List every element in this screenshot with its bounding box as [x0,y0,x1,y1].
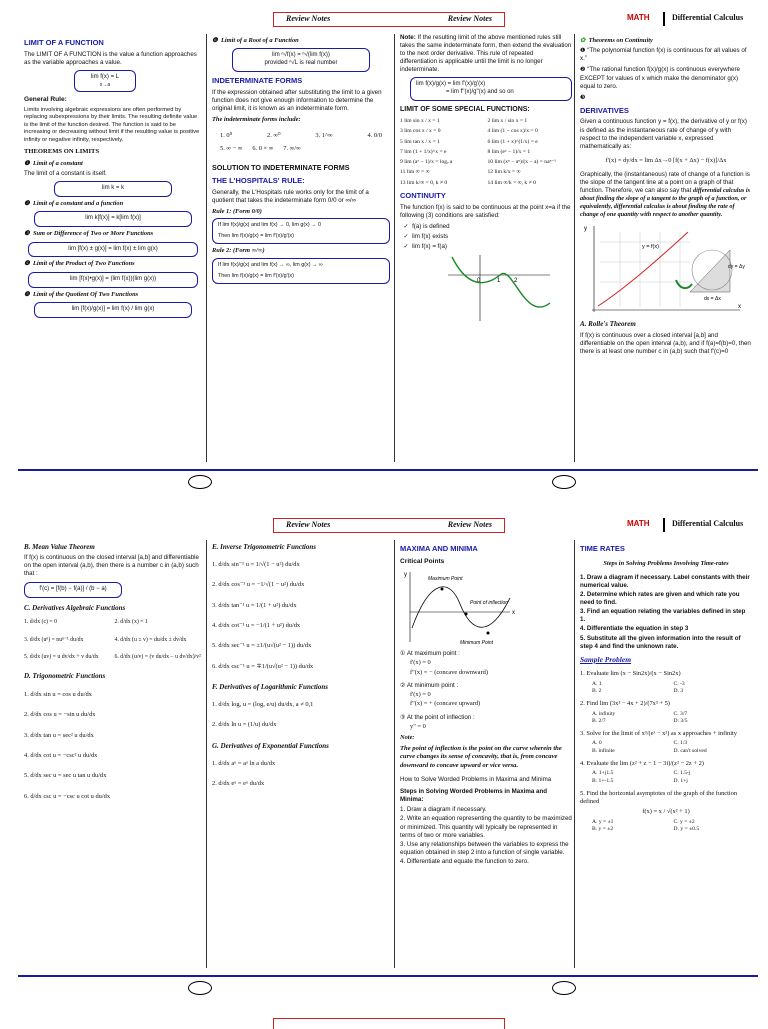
page-2 [18,516,758,994]
footer-oval [188,475,212,489]
step-item: 1. Draw a diagram if necessary. [400,806,487,814]
option: C. -3 [673,680,685,687]
continuity-condition: ✓ lim f(x) exists [400,232,449,240]
section-title: LIMIT OF A FUNCTION [24,38,104,47]
review-notes-left: Review Notes [286,520,331,529]
inflection-note: The point of inflection is the point on the curve wherein the curve changes its sense of concavity, that is, from concave downward to concave upward or vice versa. [400,744,562,769]
derivative-formula: f'(x) = dy/dx = lim Δx→0 [f(x + Δx) − f(x)]/Δx [605,156,727,164]
footer-line [18,975,758,977]
derivative-rule: 6. d/dx (u/v) = (v du/dx − u dv/dx)/v² [114,654,201,661]
column-separator [574,540,575,968]
option: D. y = ±0.5 [673,826,700,833]
curve [412,587,510,628]
continuity-condition: ✓ f(a) is defined [400,222,450,230]
derivative-rule: 6. d/dx csc u = −csc u cot u du/dx [24,792,111,800]
special-limit: 8 lim (eˣ − 1)/x = 1 [487,148,531,155]
condition-line: f'(x) = 0 [410,659,431,667]
column-separator [394,34,395,462]
indeterminate-list-title: The indeterminate forms include: [212,115,301,123]
formula-box: lim [f(x)•g(x)] = (lim f(x))(lim g(x)) [28,272,198,288]
derivative-rule: 1. d/dx sin u = cos u du/dx [24,690,92,698]
theorems-title: THEOREMS ON LIMITS [24,148,100,156]
question: 3. Solve for the limit of x³/(eˣ − x²) as x approaches + infinity [580,730,737,738]
theorem-text: ❷ “The rational function f(x)/g(x) is continuous everywhere EXCEPT for values of x which make the denominator g(x) equal to zero. [580,66,740,90]
page-1 [18,10,758,488]
special-limit: 7 lim (1 + 1/x)^x = e [400,148,447,155]
form-item: 7. ∞/∞ [283,144,301,152]
p2-column-2 [212,540,390,968]
continuity-text: The function f(x) is said to be continuous at the point x=a if the following (3) conditions are satisfied: [400,203,571,219]
exp-title: G. Derivatives of Exponential Functions [212,741,329,750]
derivatives-title: DERIVATIVES [580,105,629,115]
option: A. 1+j1.5 [592,770,614,777]
continuity-theorems-title: ✿ Theorems on Continuity [580,37,653,44]
question: 4. Evaluate the lim (z² + z − 1 − 3i)/(z² − 2z + 2) [580,759,704,767]
note-lead: Note: [400,734,415,742]
rule-line: Then lim f(x)/g(x) = lim f'(x)/g'(x) [218,233,294,240]
inflection-condition-head: ③ At the point of inflection : [400,713,475,721]
special-limit: 2 lim x / sin x = 1 [487,118,528,124]
theorem-title: ❺ Limit of the Quotient Of Two Functions [24,290,139,298]
answer-options [592,770,752,785]
derivative-rule: 2. d/dx (x) = 1 [114,619,148,626]
p1-column-3 [400,34,572,462]
critical-points-title: Critical Points [400,557,445,565]
header-divider [663,518,665,532]
special-limit: 6 lim (1 + x)^(1/x) = e [487,138,538,145]
indeterminate-text: If the expression obtained after substituting the limit to a given function does not give enough information to determine the original limit, it is known as an indeterminate form. [212,88,382,112]
form-item: 4. 0/0 [367,132,382,140]
fig-label: Point of inflection [470,600,509,607]
special-limit: 13 lim k/∞ = 0, k ≠ 0 [400,179,448,186]
steps-title: Steps in Solving Worded Problems in Maxima and Minima: [400,788,548,804]
fig-label: Minimum Point [460,640,494,647]
mvt-formula-box: f'(c) = [f(b) − f(a)] / (b − a) [24,582,122,598]
p2-column-3 [400,540,572,968]
option: A. 0 [592,740,602,747]
algebraic-grid [24,619,202,662]
special-limit: 5 lim tan x / x = 1 [400,138,440,145]
form-item: 1. 0⁰ [220,132,233,140]
footer-oval [552,981,576,995]
axis-tick: 2 [514,277,518,284]
solution-title: SOLUTION TO INDETERMINATE FORMS [212,162,350,172]
footer-oval [188,981,212,995]
derivative-rule: 1. d/dx aᵘ = aᵘ ln a du/dx [212,759,276,767]
question-formula: f(x) = x / √(x² + 1) [642,808,690,816]
option: B. 2/7 [592,717,606,724]
form-item: 2. ∞⁰ [267,132,281,140]
rule-1-title: Rule 1: (Form 0/0) [212,208,262,216]
p1-column-1 [24,34,202,462]
step-item: 4. Differentiate the equation in step 3 [580,625,689,633]
form-item: 3. 1^∞ [315,132,333,140]
repeat-rule-box [410,77,572,101]
rule-line: Then lim f(x)/g(x) = lim f'(x)/g'(x) [218,272,294,279]
option: B. y = ±2 [592,826,614,833]
formula-sub: x→a [99,81,111,88]
option: D. can't solved [673,747,707,754]
formula-box: lim [f(x) ± g(x)] = lim f(x) ± lim g(x) [28,242,198,258]
how-to-text: How to Solve Worded Problems in Maxima and Minima [400,776,552,784]
special-limit: 9 lim (aˣ − 1)/x = logₑ a [400,159,453,166]
derivative-rule: 5. d/dx sec u = sec u tan u du/dx [24,772,107,780]
derivative-rule: 5. d/dx sec⁻¹ u = ±1/(u√(u² − 1)) du/dx [212,642,312,650]
indeterminate-title: INDETERMINATE FORMS [212,75,303,85]
mvt-text: If f(x) is continuous on the closed interval [a,b] and differentiable on the open interval (a,b), then there is a number c in (a,b) such that : [24,554,199,578]
fig-label: dx = Δx [704,296,721,303]
theorem-title: ❻ Limit of a Root of a Function [212,37,299,44]
step-item: 3. Find an equation relating the variables defined in step 1. [580,608,746,624]
p2-column-1 [24,540,202,968]
review-notes-right: Review Notes [447,520,492,529]
option: D. 3 [673,687,684,694]
column-separator [206,540,207,968]
fig-label: y [584,226,587,233]
p1-column-2 [212,34,390,462]
review-notes-left: Review Notes [286,14,331,23]
option: C. y = ±2 [673,818,695,825]
formula-box: lim k[f(x)] = k[lim f(x)] [34,211,192,227]
critical-points-figure [400,568,572,646]
derivative-rule: 2. d/dx ln u = (1/u) du/dx [212,721,277,729]
column-separator [574,34,575,462]
root-formula-box [232,48,370,72]
trig-title: D. Trigonometric Functions [24,671,106,680]
continuity-graph [400,253,572,323]
general-rule-title: General Rule: [24,96,67,104]
time-rates-steps-title: Steps in Solving Problems Involving Time-rates [603,559,729,567]
tangent-figure [580,222,752,314]
step-item: 4. Differentiate and equate the function to zero. [400,857,529,865]
option: B. 2 [592,687,602,694]
special-limit: 4 lim (1 − cos x)/x = 0 [487,128,538,135]
intro-text: The LIMIT OF A FUNCTION is the value a function approaches as the variable approaches a value. [24,50,197,66]
question: 2. Find lim (3x³ − 4x + 2)/(7x³ + 5) [580,700,670,708]
option: D. 1+j [673,777,688,784]
theorem-title: ❶ Limit of a constant [24,159,83,167]
continuity-title: CONTINUITY [400,190,446,200]
fig-label: Maximum Point [428,576,463,583]
maximum-point [441,588,444,591]
max-condition-head: ① At maximum point : [400,650,460,658]
option: D. 3/5 [673,717,688,724]
derivative-rule: 3. d/dx (uⁿ) = nuⁿ⁻¹ du/dx [24,636,84,643]
continuous-curve [452,257,550,307]
condition-line: f'(x) = 0 [410,691,431,699]
formula-box: lim k = k [54,181,172,197]
step-item: 2. Write an equation representing the quantity to be maximized or minimized. This quantity will typically be represented in terms of two or more variables. [400,815,572,839]
derivative-rule: 4. d/dx cot u = −csc² u du/dx [24,751,98,759]
review-notes-box [273,518,505,533]
topic-label: Differential Calculus [672,13,744,22]
header-divider [663,12,665,26]
algebraic-title: C. Derivatives Algebraic Functions [24,604,126,613]
axis-tick: 0 [477,277,481,284]
subject-label: MATH [627,13,650,22]
sample-problem-title: Sample Problem [580,654,632,664]
condition-line: f"(x) = + (concave upward) [410,700,481,708]
derivative-rule: 2. d/dx cos⁻¹ u = −1/√(1 − u²) du/dx [212,581,305,589]
derivative-rule: 2. d/dx eᵘ = eᵘ du/dx [212,780,265,788]
rolle-title: A. Rolle's Theorem [580,320,636,329]
derivative-rule: 2. d/dx cos u = −sin u du/dx [24,711,96,719]
step-item: 1. Draw a diagram if necessary. Label constants with their numerical value. [580,574,750,590]
fig-label: x [738,304,741,311]
step-item: 3. Use any relationships between the variables to express the equation obtained in step 2 into a function of single variable. [400,840,569,856]
topic-label: Differential Calculus [672,519,744,528]
special-limit: 10 lim (xⁿ − aⁿ)/(x − a) = naⁿ⁻¹ [487,159,556,166]
option: A. 1 [592,680,602,687]
option: B. 1+-1.5 [592,777,614,784]
answer-options [592,711,752,726]
review-notes-right: Review Notes [447,14,492,23]
formula: lim f(x) = L [90,73,120,80]
rule-1-box [212,218,390,244]
form-item: 5. ∞ − ∞ [220,144,243,152]
continuity-condition: ✓ lim f(x) = f(a) [400,242,447,250]
column-separator [394,540,395,968]
derivative-rule: 4. d/dx (u ± v) = du/dx ± dv/dx [114,636,187,643]
special-limits-grid [400,118,572,187]
derivative-rule: 5. d/dx (uv) = u dv/dx + v du/dx [24,654,99,661]
formula-condition: provided ⁿ√L is real number [264,60,338,67]
graphical-text: Graphically, the (instantaneous) rate of change of a function is the slope of the tangent line at a point on a graph of that function. Therefore, we can also say that differential calculus is about finding the slope of a tangent to the graph of a function, or equivalently, differential calculus is about finding the rate of change of one quantity with respect to another quantity. [580,171,750,219]
option: A. y = ±1 [592,818,614,825]
inflection-point [465,613,468,616]
lhospital-title: THE L'HOSPITALS' RULE: [212,176,305,186]
theorem-title: ❸ Sum or Difference of Two or More Functions [24,230,154,238]
option: C. 3/7 [673,710,688,717]
theorem-title: ❹ Limit of the Product of Two Functions [24,260,135,268]
forms-row-2 [220,145,382,153]
rule-line: If lim f(x)/g(x) and lim f(x) → ∞, lim g(x) → ∞ [218,261,323,268]
answer-options [592,681,752,696]
special-limit: 3 lim cos x / x = 0 [400,128,441,135]
formula: lim ⁿ√f(x) = ⁿ√(lim f(x)) [272,52,330,59]
review-notes-box [273,12,505,27]
subject-label: MATH [627,519,650,528]
theorem-text: ❶ “The polynomial function f(x) is continuous for all values of x.” [580,47,747,63]
derivative-rule: 4. d/dx cot⁻¹ u = −1/(1 + u²) du/dx [212,622,301,630]
p2-column-4 [580,540,752,968]
theorem-title: ❷ Limit of a constant and a function [24,200,124,208]
lhospital-text: Generally, the L'Hospitals rule works only for the limit of a quotient that takes the indeterminate form 0/0 or ∞/∞ [212,188,369,205]
rule-2-box [212,258,390,284]
mvt-title: B. Mean Value Theorem [24,543,95,551]
condition-line: y" = 0 [410,722,426,730]
maxima-title: MAXIMA AND MINIMA [400,544,478,553]
fig-label: y [404,572,407,579]
form-item: 6. 0 × ∞ [252,144,274,152]
rolle-text: If f(x) is continuous over a closed interval [a,b] and differentiable on the open interval (a,b), and if f(a)=f(b)=0, then there is at least one number c in (a,b) such that f'(c)=0 [580,331,751,355]
note-text: Note: If the resulting limit of the above mentioned rules still takes the same indeterminate form, then extend the evaluation to the next order derivative. This rule of repeated differentiation is applicable until the limit is no longer indeterminate. [400,34,572,74]
derivative-rule: 6. d/dx csc⁻¹ u = ∓1/(u√(u² − 1)) du/dx [212,662,314,670]
option: C. 1/3 [673,740,688,747]
inverse-trig-title: E. Inverse Trigonometric Functions [212,543,316,551]
special-limit: 14 lim ∞/k = ∞, k ≠ 0 [487,179,536,186]
answer-options [592,819,752,834]
general-rule-text: Limits involving algebraic expressions are often performed by replacing subexpressions by their limits. The resulting definite value is the limit of the function desired. The function is said to be increasing or decreasing without limit if the resulting value is positive infinity or negative infinity, respectively. [24,106,200,143]
formula: lim f(x)/g(x) = lim f'(x)/g'(x) [416,81,486,88]
log-title: F. Derivatives of Logarithmic Functions [212,683,328,692]
question: 5. Find the horizontal asymptotes of the graph of the function defined [580,789,738,806]
option: A. infinity [592,710,616,717]
time-rates-title: TIME RATES [580,544,625,553]
special-limits-title: LIMIT OF SOME SPECIAL FUNCTIONS: [400,105,530,113]
special-limit: 1 lim sin x / x = 1 [400,118,440,124]
column-separator [206,34,207,462]
fig-label: y = f(x) [642,244,659,251]
option: B. infinite [592,747,615,754]
derivative-rule: 1. d/dx logₐ u = (logₐ e/u) du/dx, a ≠ 0,1 [212,701,314,709]
footer-oval [552,475,576,489]
theorem-text: The limit of a constant is itself. [24,170,107,178]
derivatives-text: Given a continuous function y = f(x), the derivative of y or f(x) is defined as the instantaneous rate of change of y with respect to the independent variable x, expressed mathematically as: [580,118,747,150]
step-item: 2. Determine which rates are given and which rate you need to find. [580,591,740,607]
limit-definition-box [74,70,136,92]
question: 1. Evaluate lim (x − Sin2x)/(x − Sin2x) [580,670,681,678]
formula-box: lim [f(x)/g(x)] = lim f(x) / lim g(x) [34,302,192,318]
condition-line: f"(x) = − (concave downward) [410,668,488,676]
footer-line [18,469,758,471]
rule-2-title: Rule 2: (Form ∞/∞) [212,247,265,255]
page-header [18,518,758,534]
green-arrow [676,280,692,288]
derivative-rule: 3. d/dx tan u = sec² u du/dx [24,731,94,739]
min-condition-head: ② At minimum point : [400,682,459,690]
axis-tick: 1 [497,277,501,284]
page-header [18,12,758,28]
formula: = lim f''(x)/g''(x) and so on [446,89,514,96]
derivative-rule: 1. d/dx sin⁻¹ u = 1/√(1 − u²) du/dx [212,561,300,569]
fig-label: dy = Δy [728,264,745,271]
p1-column-4 [580,34,752,462]
fig-label: x [512,610,515,617]
rule-line: If lim f(x)/g(x) and lim f(x) → 0, lim g(x) → 0 [218,222,322,229]
derivative-rule: 1. d/dx (c) = 0 [24,619,58,626]
option: C. 1.5-j [673,770,691,777]
answer-options [592,740,752,755]
special-limit: 12 lim k/x = ∞ [487,169,521,176]
step-item: 5. Substitute all the given information into the result of step 4 and find the unknown rate. [580,634,741,650]
special-limit: 11 lim ∞ = ∞ [400,169,430,176]
minimum-point [487,632,490,635]
derivative-rule: 3. d/dx tan⁻¹ u = 1/(1 + u²) du/dx [212,601,297,609]
forms-row-1 [220,132,382,140]
bullet-icon: ❸ [580,93,586,101]
